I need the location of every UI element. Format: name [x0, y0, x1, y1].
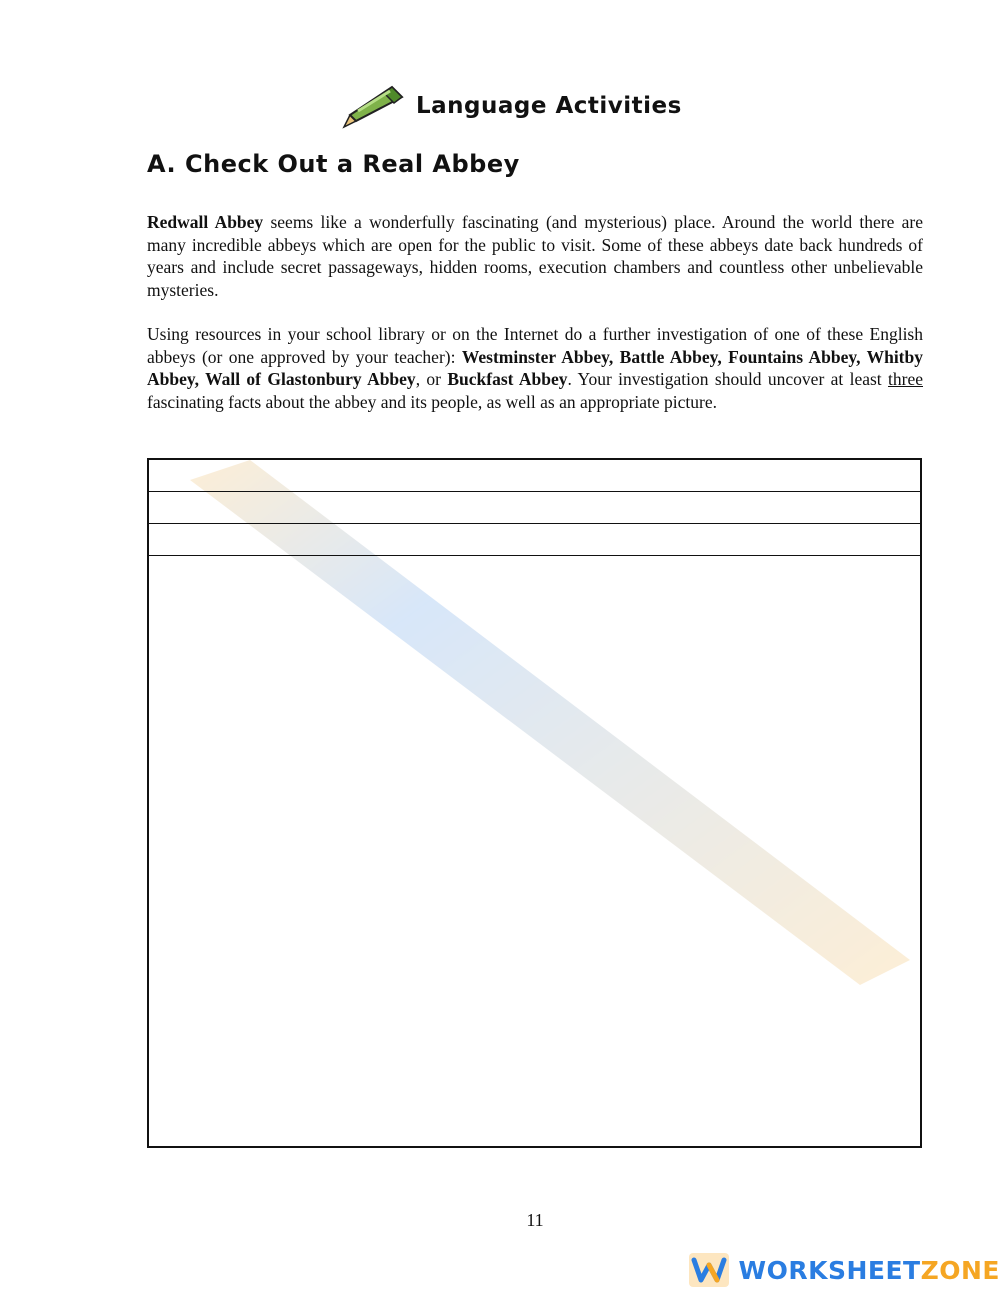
section-title: A. Check Out a Real Abbey [147, 150, 520, 178]
header-title: Language Activities [416, 93, 682, 119]
abbey-list-separator: , or [415, 369, 448, 390]
abbey-list-bold: Westminster Abbey, Battle Abbey, Fountains Abbey, Whitby Abbey, Wall of Glastonbury Abbey [147, 346, 923, 390]
redwall-abbey-bold: Redwall Abbey [147, 212, 264, 232]
answer-box[interactable] [147, 458, 922, 1148]
page-number: 11 [526, 1210, 544, 1230]
answer-line-3 [149, 555, 920, 556]
answer-line-2 [149, 523, 920, 524]
intro-paragraph [147, 211, 923, 301]
brand-name-part2: ZONE [920, 1255, 1000, 1285]
three-underlined: three [888, 369, 923, 390]
instructions-mid: . Your investigation should uncover at least [567, 369, 889, 390]
buckfast-abbey-bold: Buckfast Abbey [447, 369, 568, 390]
pen-icon [340, 81, 410, 131]
brand-logo-area [689, 1253, 1000, 1287]
intro-paragraph-text: seems like a wonderfully fascinating (and mysterious) place. Around the world there are many incredible abbeys which are open for the public to visit. Some of these abbeys date back hundreds of years and include secret passageways, hidden rooms, execution chambers and countless other unbelievable mysteries. [147, 212, 923, 300]
activity-header [340, 80, 682, 132]
worksheetzone-logo-icon [689, 1253, 729, 1287]
instructions-end: fascinating facts about the abbey and its people, as well as an appropriate picture. [147, 391, 717, 412]
instructions-intro: Using resources in your school library or on the Internet do a further investigation of one of these English abbeys (or one approved by your teacher): [147, 324, 923, 367]
instructions-paragraph [147, 323, 923, 413]
answer-line-1 [149, 491, 920, 492]
brand-name-part1: WORKSHEET [738, 1255, 921, 1285]
